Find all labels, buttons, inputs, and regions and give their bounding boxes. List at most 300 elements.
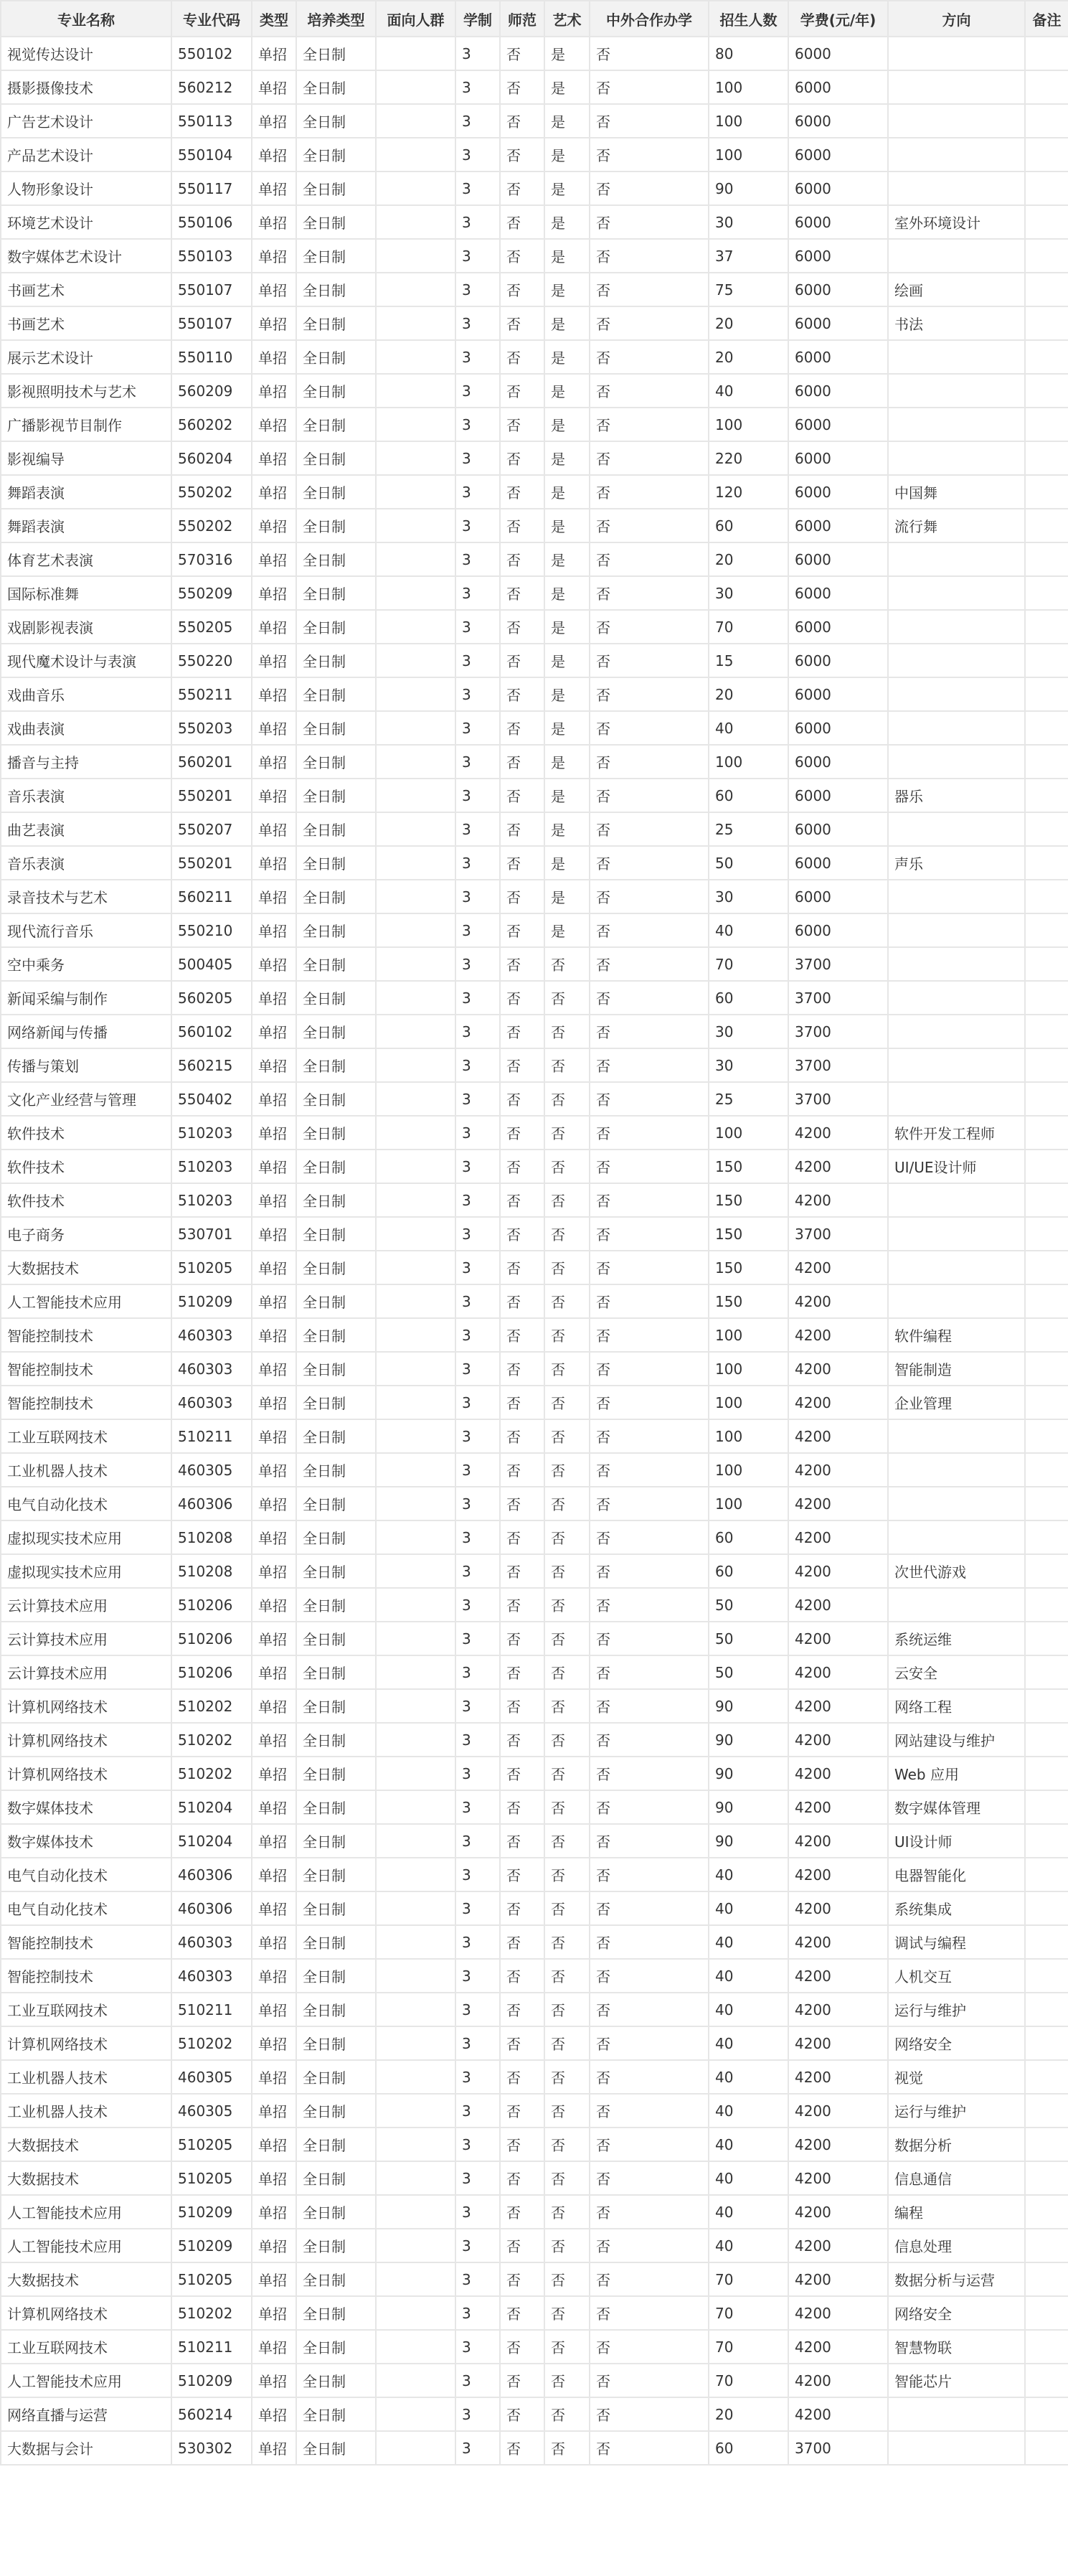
cell-enrollment: 40: [709, 2195, 788, 2229]
cell-type: 单招: [252, 947, 296, 981]
cell-training-type: 全日制: [296, 1116, 376, 1150]
cell-direction: [888, 542, 1025, 576]
cell-tuition: 6000: [788, 509, 888, 542]
cell-tuition: 4200: [788, 2026, 888, 2060]
cell-teacher-ed: 否: [500, 1622, 544, 1655]
cell-major-name: 书画艺术: [1, 306, 171, 340]
cell-target-group: [376, 1015, 455, 1048]
cell-teacher-ed: 否: [500, 1150, 544, 1183]
cell-major-code: 460306: [171, 1858, 252, 1891]
cell-sino-foreign: 否: [590, 1048, 709, 1082]
cell-major-name: 云计算技术应用: [1, 1588, 171, 1622]
cell-remarks: [1025, 1183, 1068, 1217]
table-row: [1, 846, 1068, 880]
cell-major-name: 工业互联网技术: [1, 1993, 171, 2026]
cell-direction: [888, 644, 1025, 677]
cell-enrollment: 100: [709, 745, 788, 779]
cell-type: 单招: [252, 374, 296, 408]
cell-teacher-ed: 否: [500, 1790, 544, 1824]
cell-remarks: [1025, 1251, 1068, 1284]
cell-teacher-ed: 否: [500, 2026, 544, 2060]
cell-art: 是: [544, 273, 590, 306]
cell-major-code: 510208: [171, 1520, 252, 1554]
cell-type: 单招: [252, 475, 296, 509]
cell-major-name: 广告艺术设计: [1, 104, 171, 138]
cell-training-type: 全日制: [296, 677, 376, 711]
cell-remarks: [1025, 374, 1068, 408]
cell-duration: 3: [455, 104, 500, 138]
cell-teacher-ed: 否: [500, 1723, 544, 1757]
cell-enrollment: 40: [709, 2229, 788, 2262]
cell-sino-foreign: 否: [590, 509, 709, 542]
cell-target-group: [376, 2330, 455, 2364]
cell-teacher-ed: 否: [500, 2330, 544, 2364]
cell-training-type: 全日制: [296, 1015, 376, 1048]
cell-type: 单招: [252, 2397, 296, 2431]
table-row: [1, 1015, 1068, 1048]
cell-major-code: 550107: [171, 273, 252, 306]
cell-tuition: 4200: [788, 1419, 888, 1453]
cell-sino-foreign: 否: [590, 913, 709, 947]
cell-tuition: 4200: [788, 2060, 888, 2094]
cell-tuition: 6000: [788, 374, 888, 408]
cell-duration: 3: [455, 1217, 500, 1251]
cell-major-code: 560204: [171, 441, 252, 475]
cell-major-name: 电气自动化技术: [1, 1858, 171, 1891]
cell-tuition: 4200: [788, 1723, 888, 1757]
cell-remarks: [1025, 2262, 1068, 2296]
cell-enrollment: 40: [709, 1858, 788, 1891]
cell-major-name: 智能控制技术: [1, 1352, 171, 1386]
cell-duration: 3: [455, 745, 500, 779]
cell-tuition: 6000: [788, 70, 888, 104]
cell-direction: [888, 1183, 1025, 1217]
cell-type: 单招: [252, 1723, 296, 1757]
table-body: [1, 37, 1068, 2465]
cell-type: 单招: [252, 2094, 296, 2128]
cell-duration: 3: [455, 1419, 500, 1453]
cell-target-group: [376, 1622, 455, 1655]
table-row: [1, 2094, 1068, 2128]
cell-type: 单招: [252, 1993, 296, 2026]
cell-major-code: 510205: [171, 2161, 252, 2195]
cell-duration: 3: [455, 1588, 500, 1622]
cell-direction: [888, 711, 1025, 745]
cell-teacher-ed: 否: [500, 408, 544, 441]
cell-major-name: 工业互联网技术: [1, 2330, 171, 2364]
cell-teacher-ed: 否: [500, 273, 544, 306]
cell-duration: 3: [455, 677, 500, 711]
cell-art: 否: [544, 2397, 590, 2431]
cell-art: 是: [544, 846, 590, 880]
cell-art: 是: [544, 542, 590, 576]
cell-target-group: [376, 1150, 455, 1183]
cell-remarks: [1025, 239, 1068, 273]
cell-sino-foreign: 否: [590, 1824, 709, 1858]
cell-target-group: [376, 2195, 455, 2229]
cell-teacher-ed: 否: [500, 104, 544, 138]
table-row: [1, 1419, 1068, 1453]
cell-major-name: 播音与主持: [1, 745, 171, 779]
cell-type: 单招: [252, 1116, 296, 1150]
cell-art: 否: [544, 1824, 590, 1858]
cell-enrollment: 100: [709, 1419, 788, 1453]
cell-enrollment: 120: [709, 475, 788, 509]
cell-sino-foreign: 否: [590, 2026, 709, 2060]
cell-target-group: [376, 981, 455, 1015]
cell-enrollment: 80: [709, 37, 788, 70]
cell-duration: 3: [455, 171, 500, 205]
cell-target-group: [376, 509, 455, 542]
cell-major-code: 510209: [171, 2195, 252, 2229]
cell-direction: 数字媒体管理: [888, 1790, 1025, 1824]
cell-type: 单招: [252, 1386, 296, 1419]
cell-enrollment: 100: [709, 1386, 788, 1419]
cell-duration: 3: [455, 1757, 500, 1790]
cell-tuition: 6000: [788, 812, 888, 846]
table-row: [1, 812, 1068, 846]
cell-enrollment: 40: [709, 2128, 788, 2161]
cell-teacher-ed: 否: [500, 171, 544, 205]
cell-remarks: [1025, 1386, 1068, 1419]
cell-target-group: [376, 711, 455, 745]
cell-type: 单招: [252, 1689, 296, 1723]
cell-remarks: [1025, 677, 1068, 711]
cell-art: 否: [544, 1520, 590, 1554]
cell-target-group: [376, 239, 455, 273]
cell-teacher-ed: 否: [500, 340, 544, 374]
cell-art: 否: [544, 1790, 590, 1824]
cell-type: 单招: [252, 1622, 296, 1655]
cell-type: 单招: [252, 171, 296, 205]
cell-target-group: [376, 1520, 455, 1554]
cell-major-name: 摄影摄像技术: [1, 70, 171, 104]
cell-teacher-ed: 否: [500, 2397, 544, 2431]
cell-major-code: 510211: [171, 1993, 252, 2026]
column-header-direction: 方向: [888, 1, 1025, 37]
cell-tuition: 4200: [788, 1251, 888, 1284]
cell-training-type: 全日制: [296, 1723, 376, 1757]
cell-duration: 3: [455, 1959, 500, 1993]
cell-duration: 3: [455, 2397, 500, 2431]
cell-duration: 3: [455, 711, 500, 745]
cell-major-code: 460303: [171, 1959, 252, 1993]
cell-direction: UI/UE设计师: [888, 1150, 1025, 1183]
cell-major-name: 智能控制技术: [1, 1386, 171, 1419]
cell-training-type: 全日制: [296, 1993, 376, 2026]
cell-major-name: 虚拟现实技术应用: [1, 1520, 171, 1554]
cell-type: 单招: [252, 70, 296, 104]
cell-direction: 信息处理: [888, 2229, 1025, 2262]
cell-remarks: [1025, 1352, 1068, 1386]
cell-teacher-ed: 否: [500, 913, 544, 947]
column-header-sino-foreign: 中外合作办学: [590, 1, 709, 37]
cell-major-code: 550211: [171, 677, 252, 711]
column-header-training-type: 培养类型: [296, 1, 376, 37]
cell-remarks: [1025, 1487, 1068, 1520]
table-row: [1, 475, 1068, 509]
cell-art: 否: [544, 2026, 590, 2060]
cell-sino-foreign: 否: [590, 1723, 709, 1757]
cell-teacher-ed: 否: [500, 1284, 544, 1318]
cell-sino-foreign: 否: [590, 1116, 709, 1150]
cell-major-code: 550207: [171, 812, 252, 846]
cell-direction: 数据分析与运营: [888, 2262, 1025, 2296]
cell-target-group: [376, 542, 455, 576]
cell-art: 是: [544, 610, 590, 644]
cell-teacher-ed: 否: [500, 1858, 544, 1891]
cell-major-name: 计算机网络技术: [1, 2026, 171, 2060]
cell-art: 否: [544, 1150, 590, 1183]
cell-duration: 3: [455, 1183, 500, 1217]
table-row: [1, 1858, 1068, 1891]
cell-training-type: 全日制: [296, 441, 376, 475]
cell-type: 单招: [252, 2195, 296, 2229]
cell-major-name: 大数据技术: [1, 2161, 171, 2195]
cell-tuition: 4200: [788, 2397, 888, 2431]
cell-major-code: 460305: [171, 2094, 252, 2128]
table-row: [1, 1689, 1068, 1723]
cell-major-name: 戏曲表演: [1, 711, 171, 745]
cell-duration: 3: [455, 2128, 500, 2161]
cell-art: 是: [544, 644, 590, 677]
cell-target-group: [376, 374, 455, 408]
cell-target-group: [376, 1352, 455, 1386]
table-row: [1, 2128, 1068, 2161]
cell-enrollment: 40: [709, 2094, 788, 2128]
cell-art: 否: [544, 1183, 590, 1217]
cell-training-type: 全日制: [296, 576, 376, 610]
cell-teacher-ed: 否: [500, 1082, 544, 1116]
cell-major-code: 510205: [171, 2262, 252, 2296]
cell-major-code: 560212: [171, 70, 252, 104]
cell-training-type: 全日制: [296, 2026, 376, 2060]
cell-direction: 人机交互: [888, 1959, 1025, 1993]
cell-duration: 3: [455, 542, 500, 576]
cell-major-code: 510209: [171, 2364, 252, 2397]
cell-major-name: 空中乘务: [1, 947, 171, 981]
table-row: [1, 239, 1068, 273]
cell-tuition: 4200: [788, 1689, 888, 1723]
cell-major-code: 560102: [171, 1015, 252, 1048]
cell-direction: [888, 947, 1025, 981]
cell-remarks: [1025, 205, 1068, 239]
cell-major-name: 电气自动化技术: [1, 1487, 171, 1520]
cell-major-name: 人工智能技术应用: [1, 2229, 171, 2262]
cell-tuition: 4200: [788, 1757, 888, 1790]
cell-major-code: 510202: [171, 1757, 252, 1790]
cell-enrollment: 40: [709, 711, 788, 745]
table-row: [1, 1082, 1068, 1116]
cell-type: 单招: [252, 2364, 296, 2397]
cell-target-group: [376, 138, 455, 171]
column-header-target-group: 面向人群: [376, 1, 455, 37]
table-row: [1, 1757, 1068, 1790]
cell-major-name: 音乐表演: [1, 846, 171, 880]
cell-tuition: 3700: [788, 1082, 888, 1116]
cell-type: 单招: [252, 104, 296, 138]
cell-duration: 3: [455, 1858, 500, 1891]
cell-major-code: 510203: [171, 1183, 252, 1217]
cell-enrollment: 150: [709, 1150, 788, 1183]
cell-target-group: [376, 1487, 455, 1520]
cell-art: 否: [544, 2364, 590, 2397]
cell-direction: [888, 138, 1025, 171]
cell-tuition: 4200: [788, 2330, 888, 2364]
cell-direction: 网站建设与维护: [888, 1723, 1025, 1757]
cell-major-name: 软件技术: [1, 1183, 171, 1217]
cell-tuition: 3700: [788, 2431, 888, 2465]
cell-target-group: [376, 2397, 455, 2431]
table-row: [1, 1520, 1068, 1554]
cell-teacher-ed: 否: [500, 576, 544, 610]
cell-training-type: 全日制: [296, 644, 376, 677]
cell-training-type: 全日制: [296, 1251, 376, 1284]
cell-major-code: 550203: [171, 711, 252, 745]
cell-teacher-ed: 否: [500, 205, 544, 239]
cell-training-type: 全日制: [296, 138, 376, 171]
cell-teacher-ed: 否: [500, 981, 544, 1015]
cell-enrollment: 100: [709, 408, 788, 441]
cell-major-code: 550205: [171, 610, 252, 644]
cell-sino-foreign: 否: [590, 1757, 709, 1790]
cell-art: 否: [544, 1925, 590, 1959]
cell-duration: 3: [455, 1251, 500, 1284]
cell-training-type: 全日制: [296, 2229, 376, 2262]
cell-direction: 信息通信: [888, 2161, 1025, 2195]
cell-direction: 软件开发工程师: [888, 1116, 1025, 1150]
cell-duration: 3: [455, 846, 500, 880]
cell-direction: 企业管理: [888, 1386, 1025, 1419]
table-row: [1, 779, 1068, 812]
cell-enrollment: 30: [709, 1015, 788, 1048]
cell-sino-foreign: 否: [590, 2094, 709, 2128]
cell-teacher-ed: 否: [500, 1689, 544, 1723]
cell-sino-foreign: 否: [590, 70, 709, 104]
cell-training-type: 全日制: [296, 542, 376, 576]
cell-major-code: 550201: [171, 846, 252, 880]
cell-sino-foreign: 否: [590, 880, 709, 913]
cell-direction: 书法: [888, 306, 1025, 340]
cell-enrollment: 15: [709, 644, 788, 677]
header-row: [1, 1, 1068, 37]
cell-remarks: [1025, 1959, 1068, 1993]
table-row: [1, 441, 1068, 475]
cell-training-type: 全日制: [296, 1386, 376, 1419]
cell-type: 单招: [252, 340, 296, 374]
cell-type: 单招: [252, 1251, 296, 1284]
cell-teacher-ed: 否: [500, 2431, 544, 2465]
cell-enrollment: 40: [709, 1993, 788, 2026]
table-row: [1, 610, 1068, 644]
table-row: [1, 576, 1068, 610]
cell-duration: 3: [455, 981, 500, 1015]
cell-remarks: [1025, 1993, 1068, 2026]
cell-sino-foreign: 否: [590, 711, 709, 745]
cell-art: 否: [544, 1858, 590, 1891]
cell-teacher-ed: 否: [500, 306, 544, 340]
cell-major-name: 广播影视节目制作: [1, 408, 171, 441]
cell-teacher-ed: 否: [500, 138, 544, 171]
cell-teacher-ed: 否: [500, 880, 544, 913]
cell-enrollment: 20: [709, 542, 788, 576]
cell-tuition: 4200: [788, 1453, 888, 1487]
cell-type: 单招: [252, 1824, 296, 1858]
cell-sino-foreign: 否: [590, 2229, 709, 2262]
cell-major-code: 510205: [171, 1251, 252, 1284]
cell-type: 单招: [252, 1015, 296, 1048]
cell-art: 否: [544, 1689, 590, 1723]
cell-major-name: 计算机网络技术: [1, 1757, 171, 1790]
cell-type: 单招: [252, 812, 296, 846]
cell-enrollment: 60: [709, 779, 788, 812]
cell-major-code: 460303: [171, 1318, 252, 1352]
cell-enrollment: 50: [709, 1622, 788, 1655]
cell-type: 单招: [252, 2431, 296, 2465]
cell-type: 单招: [252, 880, 296, 913]
cell-major-name: 人工智能技术应用: [1, 2195, 171, 2229]
cell-target-group: [376, 1959, 455, 1993]
cell-training-type: 全日制: [296, 1959, 376, 1993]
cell-remarks: [1025, 2431, 1068, 2465]
table-row: [1, 408, 1068, 441]
cell-training-type: 全日制: [296, 1790, 376, 1824]
cell-training-type: 全日制: [296, 779, 376, 812]
cell-enrollment: 50: [709, 1655, 788, 1689]
cell-target-group: [376, 2128, 455, 2161]
cell-target-group: [376, 104, 455, 138]
cell-major-code: 550210: [171, 913, 252, 947]
cell-target-group: [376, 576, 455, 610]
cell-art: 否: [544, 1015, 590, 1048]
cell-sino-foreign: 否: [590, 745, 709, 779]
cell-tuition: 4200: [788, 1891, 888, 1925]
table-row: [1, 1251, 1068, 1284]
cell-tuition: 6000: [788, 475, 888, 509]
cell-duration: 3: [455, 408, 500, 441]
cell-remarks: [1025, 408, 1068, 441]
cell-enrollment: 30: [709, 576, 788, 610]
cell-duration: 3: [455, 509, 500, 542]
table-row: [1, 1048, 1068, 1082]
cell-target-group: [376, 610, 455, 644]
column-header-tuition: 学费(元/年): [788, 1, 888, 37]
cell-target-group: [376, 1554, 455, 1588]
cell-tuition: 4200: [788, 1993, 888, 2026]
cell-art: 否: [544, 1251, 590, 1284]
cell-tuition: 4200: [788, 1352, 888, 1386]
cell-target-group: [376, 1757, 455, 1790]
cell-direction: [888, 812, 1025, 846]
cell-tuition: 4200: [788, 1588, 888, 1622]
table-row: [1, 1959, 1068, 1993]
cell-target-group: [376, 70, 455, 104]
cell-target-group: [376, 1082, 455, 1116]
cell-teacher-ed: 否: [500, 2195, 544, 2229]
cell-target-group: [376, 2060, 455, 2094]
cell-major-code: 460303: [171, 1352, 252, 1386]
cell-major-code: 560214: [171, 2397, 252, 2431]
cell-duration: 3: [455, 1520, 500, 1554]
cell-type: 单招: [252, 913, 296, 947]
cell-major-code: 510209: [171, 2229, 252, 2262]
cell-art: 否: [544, 1386, 590, 1419]
table-row: [1, 2431, 1068, 2465]
cell-enrollment: 40: [709, 1925, 788, 1959]
cell-art: 否: [544, 1622, 590, 1655]
table-row: [1, 1655, 1068, 1689]
cell-duration: 3: [455, 880, 500, 913]
